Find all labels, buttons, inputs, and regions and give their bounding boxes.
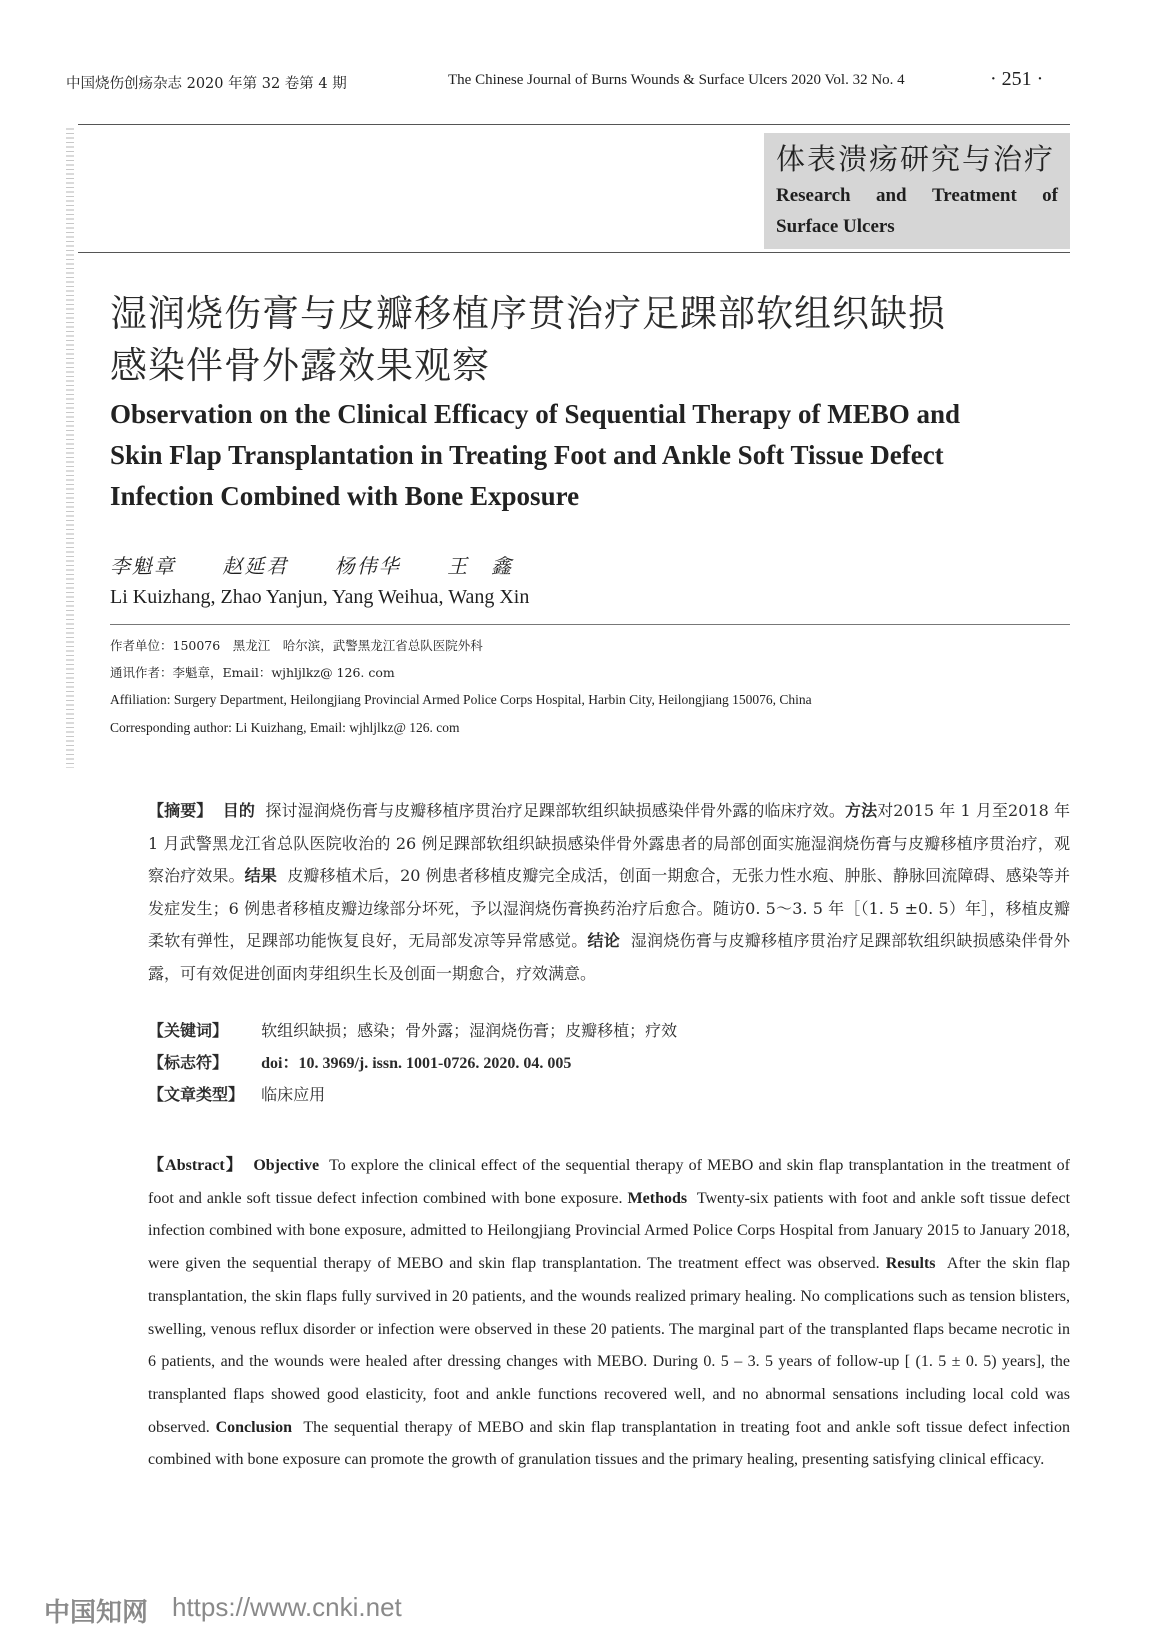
cnki-logo: 中国知网 — [44, 1598, 149, 1628]
results-label-en: Results — [885, 1255, 936, 1273]
author-name: 杨伟华 — [334, 554, 401, 578]
conclusion-text-en: The sequential therapy of MEBO and skin flap transplantation in treating foot and ankle soft tissue defect infection combined with bone exposure can promote the growth of granulation tissues and the primary healing, presenting satisfying clinical efficacy. — [148, 1418, 1071, 1469]
journal-name-en: The Chinese Journal of Burns Wounds & Surface Ulcers 2020 Vol. 32 No. 4 — [448, 72, 905, 88]
corresponding-author-cn: 通讯作者：李魁章，Email：wjhljlkz@ 126. com — [110, 665, 395, 680]
affiliation-unit-cn: 作者单位：150076 黑龙江 哈尔滨，武警黑龙江省总队医院外科 — [110, 638, 483, 653]
affiliation-rule — [110, 624, 1070, 625]
title-cn-line: 感染伴骨外露效果观察 — [110, 344, 490, 387]
conclusion-text-cn: 湿润烧伤膏与皮瓣移植序贯治疗足踝部软组织缺损感染伴骨外露，可有效促进创面肉芽组织生长及创面一期愈合，疗效满意。 — [148, 931, 1070, 983]
author-name: 王 鑫 — [447, 554, 514, 578]
abstract-label-cn: 【摘要】 — [148, 801, 213, 820]
abstract-label-en: 【Abstract】 — [148, 1157, 244, 1174]
article-type-label: 【文章类型】 — [148, 1085, 245, 1104]
article-title-cn — [110, 288, 1070, 392]
column-word: Treatment — [932, 185, 1017, 206]
header-rule-bottom — [78, 252, 1070, 253]
methods-label-cn: 方法 — [844, 801, 878, 820]
objective-label-cn: 目的 — [222, 801, 255, 820]
authors-cn — [110, 550, 551, 579]
abstract-en — [110, 1150, 1070, 1477]
column-word: and — [875, 185, 907, 206]
author-name: 李魁章 — [110, 554, 176, 578]
doi-label: 【标志符】 — [148, 1053, 229, 1072]
conclusion-label-en: Conclusion — [215, 1418, 293, 1436]
objective-text-cn: 探讨湿润烧伤膏与皮瓣移植序贯治疗足踝部软组织缺损感染伴骨外露的临床疗效。 — [265, 801, 845, 820]
author-name: 赵延君 — [222, 554, 289, 578]
page-number: · 251 · — [990, 68, 1044, 90]
objective-text-en: To explore the clinical effect of the sequential therapy of MEBO and skin flap transplantation in the treatment of foot and ankle soft tissue defect infection combined with bone exposure. — [148, 1157, 1071, 1207]
column-title-en — [776, 180, 1058, 242]
cnki-url[interactable]: https://www.cnki.net — [172, 1592, 402, 1622]
methods-label-en: Methods — [627, 1189, 688, 1207]
header-rule-top — [78, 124, 1070, 125]
abstract-cn — [110, 795, 1070, 990]
journal-name-cn: 中国烧伤创疡杂志 2020 年第 32 卷第 4 期 — [66, 76, 347, 92]
corresponding-author-en: Corresponding author: Li Kuizhang, Email: wjhljlkz@ 126. com — [110, 720, 460, 735]
column-word: Research — [776, 185, 851, 206]
title-en-line: Skin Flap Transplantation in Treating Foot and Ankle Soft Tissue Defect — [110, 440, 944, 470]
keywords-label: 【关键词】 — [148, 1021, 229, 1040]
column-title-cn: 体表溃疡研究与治疗 — [776, 142, 1056, 176]
doi-row — [148, 1050, 571, 1073]
conclusion-label-cn: 结论 — [587, 931, 621, 950]
objective-label-en: Objective — [253, 1157, 320, 1174]
results-label-cn: 结果 — [244, 866, 277, 885]
affiliation-en: Affiliation: Surgery Department, Heilongjiang Provincial Armed Police Corps Hospital, Harbin City, Heilongjiang 150076, China — [110, 692, 812, 707]
results-text-en: After the skin flap transplantation, the skin flaps fully survived in 20 patients, and the wounds realized primary healing. No complications such as tension blisters, swelling, venous reflux disorder or infection were observed in these 20 patients. The marginal part of the transplanted flaps became necrotic in 6 patients, and the wounds were healed after dressing changes with MEBO. During 0. 5 – 3. 5 years of follow-up [ (1. 5 ± 0. 5) years], the transplanted flaps showed good elasticity, foot and ankle functions recovered well, and no abnormal sensations including local cold was observed. — [148, 1255, 1071, 1436]
article-type-value: 临床应用 — [261, 1085, 326, 1104]
results-text-cn: 皮瓣移植术后，20 例患者移植皮瓣完全成活，创面一期愈合，无张力性水疱、肿胀、静脉回流障碍、感染等并发症发生；6 例患者移植皮瓣边缘部分坏死，予以湿润烧伤膏换药治疗后愈合。随访0. 5～3. 5 年［（1. 5 ±0. 5）年］，移植皮瓣柔软有弹性，足踝部功能恢复良好，无局部发凉等异常感觉。 — [148, 866, 1070, 950]
running-header — [66, 72, 1066, 96]
column-title-en-line2: Surface Ulcers — [776, 216, 895, 237]
article-type-row — [148, 1082, 325, 1105]
title-cn-line: 湿润烧伤膏与皮瓣移植序贯治疗足踝部软组织缺损 — [110, 292, 946, 335]
column-banner — [764, 133, 1070, 249]
title-en-line: Observation on the Clinical Efficacy of Sequential Therapy of MEBO and — [110, 399, 961, 429]
methods-text-cn: 对2015 年 1 月至2018 年 1 月武警黑龙江省总队医院收治的 26 例足踝部软组织缺损感染伴骨外露患者的局部创面实施湿润烧伤膏与皮瓣移植序贯治疗，观察治疗效果。 — [148, 801, 1070, 885]
article-title-en — [110, 394, 1070, 517]
doi-value: doi：10. 3969/j. issn. 1001-0726. 2020. 04. 005 — [261, 1055, 572, 1072]
scan-margin-strip — [66, 128, 74, 768]
methods-text-en: Twenty-six patients with foot and ankle soft tissue defect infection combined with bone exposure, admitted to Heilongjiang Provincial Armed Police Corps Hospital from January 2015 to January 2018, were given the sequential therapy of MEBO and skin flap transplantation. The treatment effect was observed. — [148, 1189, 1071, 1273]
title-en-line: Infection Combined with Bone Exposure — [110, 481, 580, 511]
authors-en: Li Kuizhang, Zhao Yanjun, Yang Weihua, Wang Xin — [110, 586, 530, 608]
column-word: of — [1042, 185, 1058, 206]
keywords-value: 软组织缺损；感染；骨外露；湿润烧伤膏；皮瓣移植；疗效 — [261, 1021, 678, 1040]
keywords-row — [148, 1018, 677, 1041]
